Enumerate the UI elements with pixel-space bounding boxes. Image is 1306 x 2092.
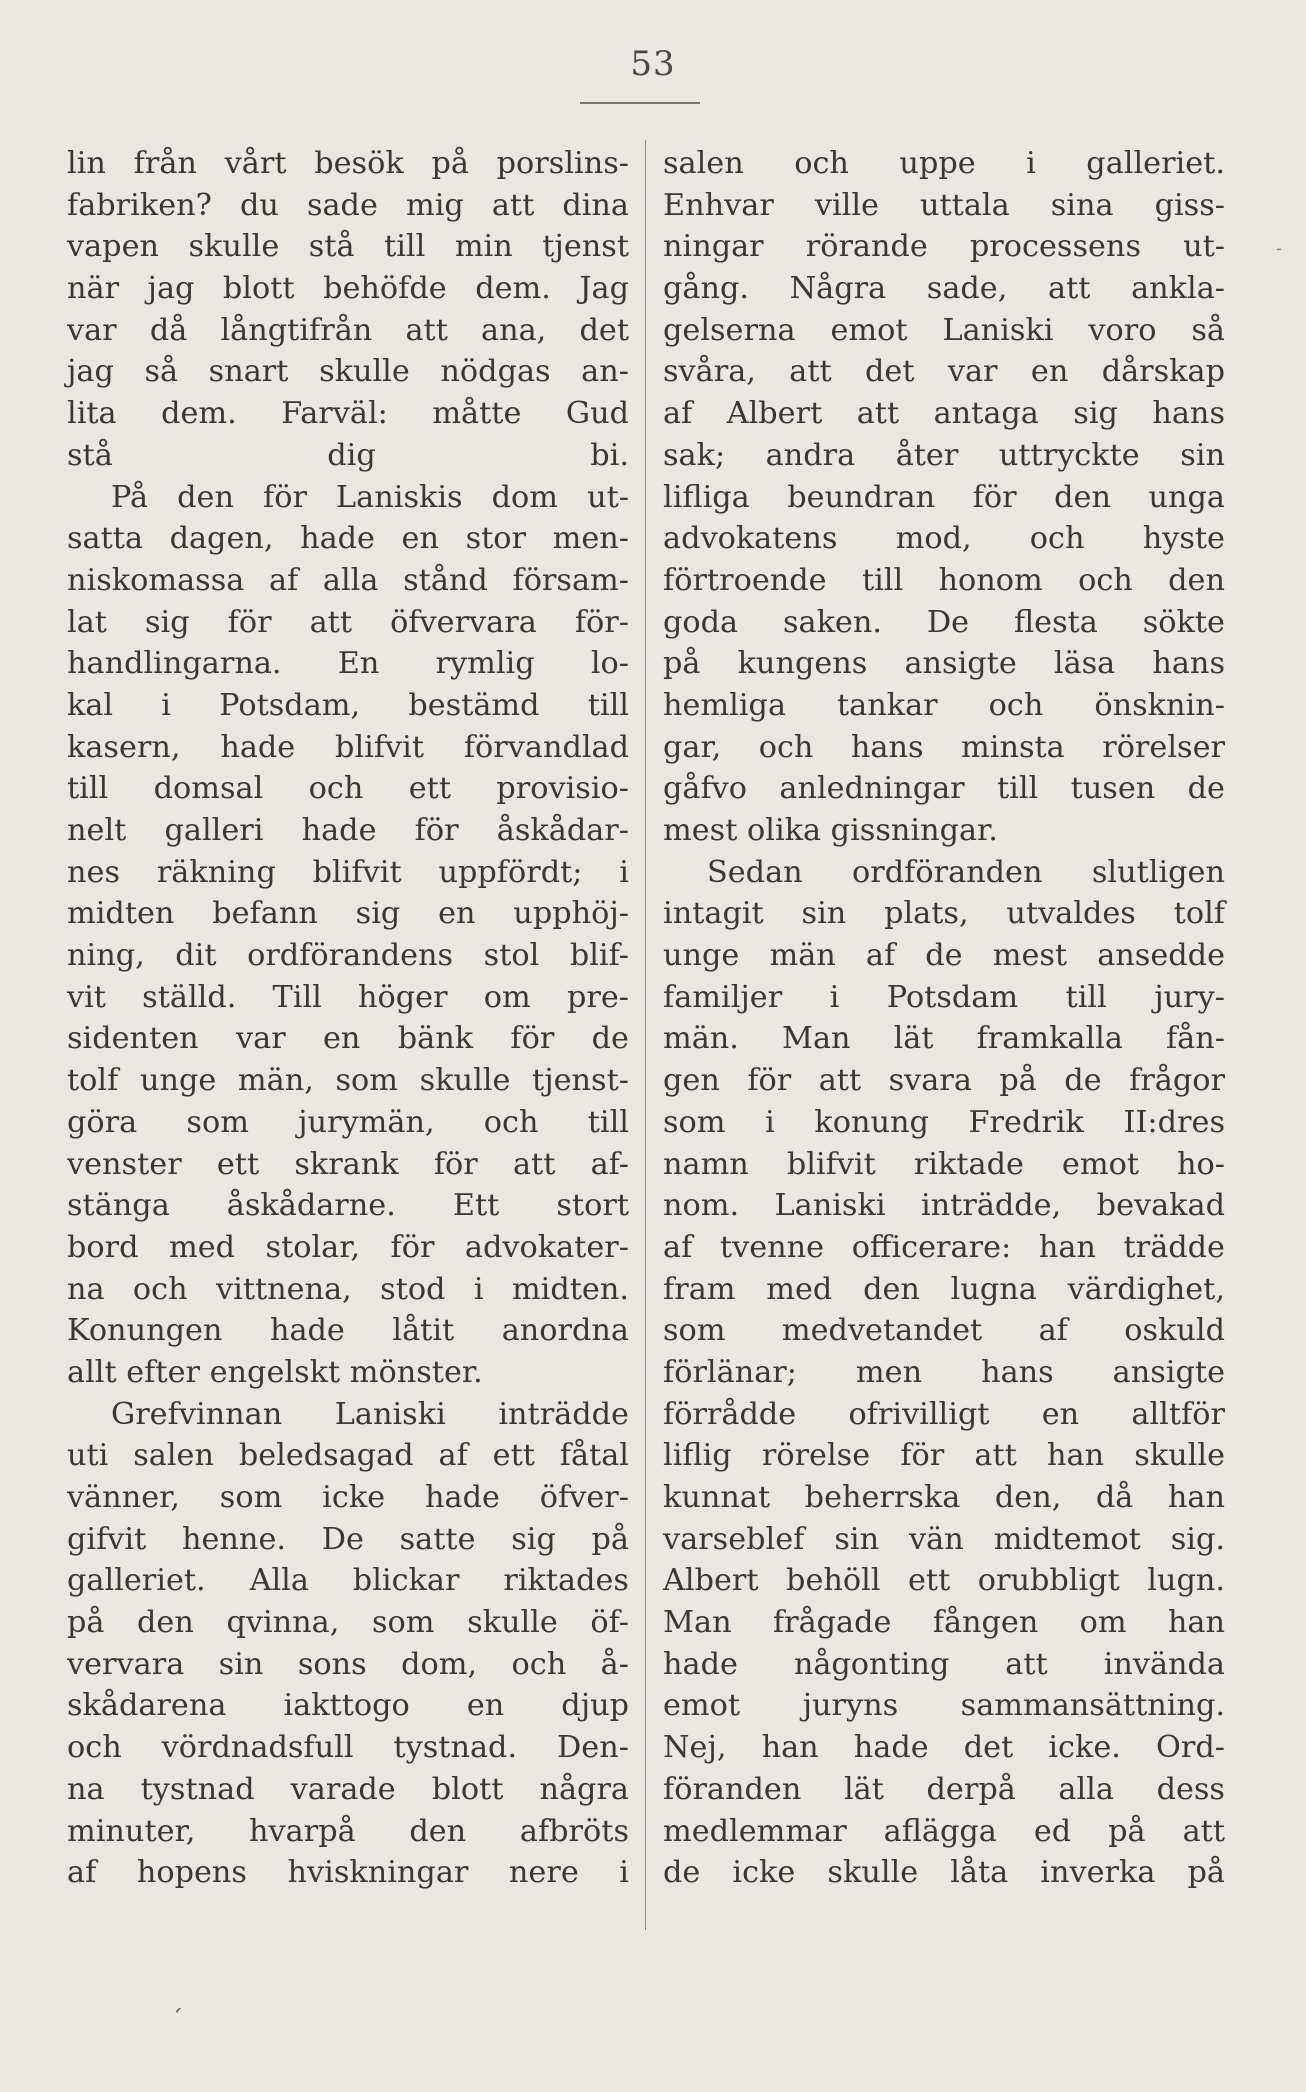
text-line: Sedan ordföranden slutligen — [707, 854, 1225, 890]
text-line: gar, och hans minsta rörelser — [663, 729, 1225, 765]
text-line: stänga åskådarne. Ett stort — [67, 1188, 629, 1224]
text-line: förtroende till honom och den — [663, 562, 1225, 598]
text-line: fabriken? du sade mig att dina — [67, 187, 629, 223]
text-line: lifliga beundran för den unga — [663, 479, 1225, 515]
text-line: nom. Laniski inträdde, bevakad — [663, 1188, 1225, 1224]
text-line: minuter, hvarpå den afbröts — [67, 1813, 629, 1849]
text-line: jag så snart skulle nödgas an- — [67, 354, 629, 390]
text-line: familjer i Potsdam till jury- — [663, 979, 1225, 1015]
text-line: sidenten var en bänk för de — [67, 1021, 629, 1057]
text-line: föranden lät derpå alla dess — [663, 1771, 1225, 1807]
margin-mark: - — [1276, 238, 1283, 259]
text-line: Albert behöll ett orubbligt lugn. — [663, 1563, 1225, 1599]
text-line: på den qvinna, som skulle öf- — [67, 1605, 629, 1641]
text-line: gåfvo anledningar till tusen de — [663, 771, 1225, 807]
text-line: nelt galleri hade för åskådar- — [67, 813, 629, 848]
text-line: På den för Laniskis dom ut- — [111, 479, 629, 515]
text-line: Grefvinnan Laniski inträdde — [111, 1396, 629, 1432]
text-line: förrådde ofrivilligt en alltför — [663, 1396, 1225, 1432]
text-line: nes räkning blifvit uppfördt; i — [67, 854, 629, 890]
text-line: ningar rörande processens ut- — [663, 229, 1225, 265]
text-line: na tystnad varade blott några — [67, 1771, 629, 1807]
text-line: lin från vårt besök på porslins- — [67, 146, 629, 181]
text-line: goda saken. De flesta sökte — [663, 604, 1225, 640]
page-number: 53 — [630, 44, 676, 84]
text-line: salen och uppe i galleriet. — [663, 146, 1225, 181]
text-line: venster ett skrank för att af- — [67, 1146, 629, 1182]
text-line: var då långtifrån att ana, det — [67, 312, 629, 348]
text-line: vänner, som icke hade öfver- — [67, 1480, 629, 1515]
text-line: lat sig för att öfvervara för- — [67, 604, 629, 640]
text-line: som i konung Fredrik II:dres — [663, 1104, 1225, 1140]
text-line: galleriet. Alla blickar riktades — [67, 1563, 629, 1599]
text-line: gifvit henne. De satte sig på — [67, 1521, 629, 1557]
text-line: till domsal och ett provisio- — [67, 771, 629, 807]
text-line: unge män af de mest ansedde — [663, 938, 1225, 974]
text-line: lita dem. Farväl: måtte Gud — [67, 396, 629, 432]
left-text-column — [67, 143, 629, 1894]
text-line: män. Man lät framkalla fån- — [663, 1021, 1225, 1057]
text-line: af hopens hviskningar nere i — [67, 1855, 629, 1891]
text-line: kunnat beherrska den, då han — [663, 1480, 1225, 1515]
text-line: midten befann sig en upphöj- — [67, 896, 629, 932]
text-line: förlänar; men hans ansigte — [663, 1354, 1225, 1390]
text-line: na och vittnena, stod i midten. — [67, 1271, 629, 1307]
text-line: vit ställd. Till höger om pre- — [67, 979, 629, 1015]
text-line: gen för att svara på de frågor — [663, 1063, 1225, 1099]
text-line: de icke skulle låta inverka på — [663, 1855, 1225, 1891]
text-line: skådarena iakttogo en djup — [67, 1688, 629, 1724]
text-line: hemliga tankar och önsknin- — [663, 687, 1225, 723]
text-line: medlemmar aflägga ed på att — [663, 1813, 1225, 1849]
right-text-column — [663, 143, 1225, 1894]
text-line: och vördnadsfull tystnad. Den- — [67, 1730, 629, 1766]
text-line: ning, dit ordförandens stol blif- — [67, 938, 629, 974]
text-line: Nej, han hade det icke. Ord- — [663, 1730, 1225, 1766]
text-line: uti salen beledsagad af ett fåtal — [67, 1438, 629, 1474]
text-line: advokatens mod, och hyste — [663, 521, 1225, 557]
text-line: intagit sin plats, utvaldes tolf — [663, 896, 1225, 932]
text-line: svåra, att det var en dårskap — [663, 354, 1225, 390]
column-divider — [645, 140, 646, 1930]
text-line: stå dig bi. — [67, 437, 629, 473]
text-line: Enhvar ville uttala sina giss- — [663, 187, 1225, 223]
text-line: handlingarna. En rymlig lo- — [67, 646, 629, 682]
text-line: gång. Några sade, att ankla- — [663, 271, 1225, 307]
text-line: tolf unge män, som skulle tjenst- — [67, 1063, 629, 1099]
text-line: bord med stolar, för advokater- — [67, 1229, 629, 1265]
text-line: kasern, hade blifvit förvandlad — [67, 729, 629, 765]
text-line: vervara sin sons dom, och å- — [67, 1646, 629, 1682]
text-line: mest olika gissningar. — [663, 813, 998, 848]
text-line: niskomassa af alla stånd försam- — [67, 562, 629, 598]
text-line: på kungens ansigte läsa hans — [663, 646, 1225, 682]
text-line: allt efter engelskt mönster. — [67, 1354, 483, 1390]
header-rule — [580, 102, 700, 104]
text-line: namn blifvit riktade emot ho- — [663, 1146, 1225, 1182]
text-line: hade någonting att invända — [663, 1646, 1225, 1682]
text-line: af Albert att antaga sig hans — [663, 396, 1225, 432]
text-line: liflig rörelse för att han skulle — [663, 1438, 1225, 1474]
text-line: kal i Potsdam, bestämd till — [67, 687, 629, 723]
text-line: när jag blott behöfde dem. Jag — [67, 271, 629, 307]
text-line: göra som jurymän, och till — [67, 1104, 629, 1140]
text-line: som medvetandet af oskuld — [663, 1313, 1225, 1349]
text-line: vapen skulle stå till min tjenst — [67, 229, 629, 265]
text-line: fram med den lugna värdighet, — [663, 1271, 1225, 1307]
text-line: Konungen hade låtit anordna — [67, 1313, 629, 1349]
text-line: Man frågade fången om han — [663, 1605, 1225, 1641]
text-line: sak; andra åter uttryckte sin — [663, 437, 1225, 473]
text-line: emot juryns sammansättning. — [663, 1688, 1225, 1724]
text-line: gelserna emot Laniski voro så — [663, 312, 1225, 348]
text-line: varseblef sin vän midtemot sig. — [663, 1521, 1225, 1557]
text-line: af tvenne officerare: han trädde — [663, 1229, 1225, 1265]
text-line: satta dagen, hade en stor men- — [67, 521, 629, 557]
stray-ink-mark: ʻ — [167, 2003, 184, 2030]
